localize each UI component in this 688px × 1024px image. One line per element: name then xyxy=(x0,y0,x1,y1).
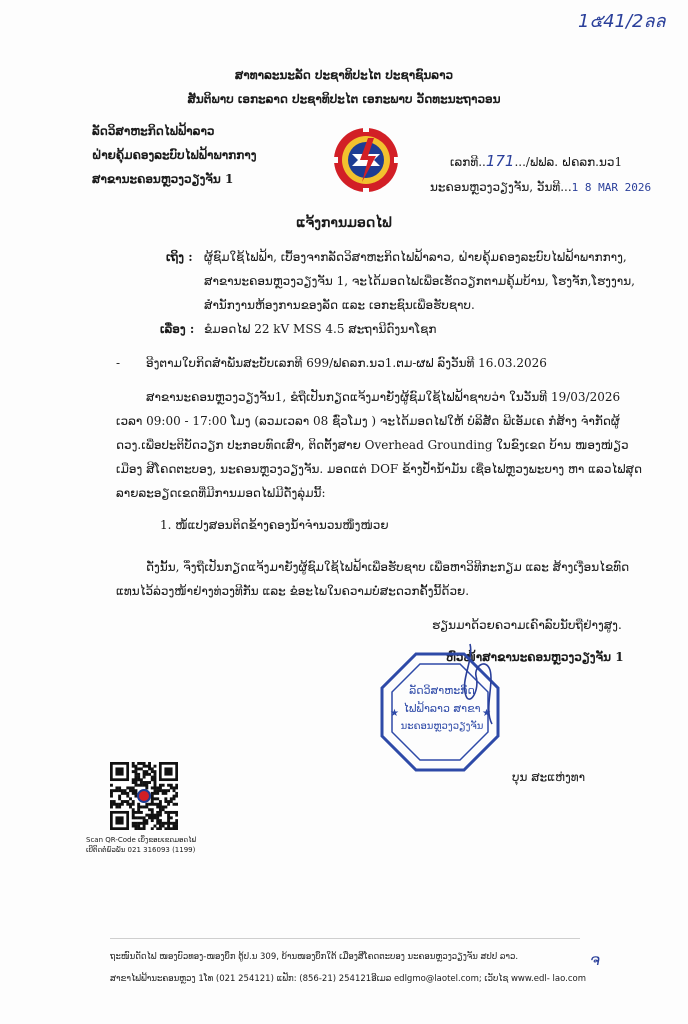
regards: ຮຽນມາດ້ວຍຄວາມເຄົາລົບນັບຖືຢ່າງສູງ. xyxy=(432,618,622,632)
subject-label: ເລື່ອງ : xyxy=(160,322,195,336)
signer-name: ບຸນ ສະແຫ່ງທາ xyxy=(512,770,586,784)
basis-bullet: - xyxy=(116,356,121,370)
org-line1: ລັດວິສາຫະກິດໄຟຟ້າລາວ xyxy=(92,124,215,138)
stamp-line-3: ນະຄອນຫຼວງວຽງຈັນ xyxy=(400,721,484,732)
footer-handwritten-mark: ຈ xyxy=(590,950,601,969)
national-header-line1: ສາທາລະນະລັດ ປະຊາທິປະໄຕ ປະຊາຊົນລາວ xyxy=(234,68,454,82)
list-item: 1. ໜໍ້ແປງສອນຕິດຂ້າງຄອງນໍ້າຈໍານວນໜຶ່ງໜ່ວຍ xyxy=(160,518,389,532)
to-label: ເຖິງ : xyxy=(166,250,193,264)
national-header-line2: ສັນຕິພາບ ເອກະລາດ ປະຊາທິປະໄຕ ເອກະພາບ ວັດທະນະຖາວອນ xyxy=(187,92,501,106)
signature xyxy=(430,640,520,730)
body-line-1: ສາຂານະຄອນຫຼວງວຽງຈັນ1, ຂໍຖືເປັນກຽດແຈ້ງມາຍັງຜູ້ຊົມໃຊ້ໄຟຟ້າຊາບວ່າ ໃນວັນທີ 19/03/2026 xyxy=(146,390,621,404)
org-line3: ສາຂານະຄອນຫຼວງວຽງຈັນ 1 xyxy=(92,172,234,186)
body-line-5: ລາຍລະອຽດເຂດທີ່ມີການມອດໄຟມີດັ່ງລຸ່ມນີ້: xyxy=(116,486,326,500)
handwritten-reference: 1๕41/2ลล xyxy=(578,11,666,32)
stamp-line-2: ໄຟຟ້າລາວ ສາຂາ xyxy=(403,702,481,715)
stamp-line-1: ລັດວິສາຫະກິດ xyxy=(409,684,475,697)
to-line-2: ສາຂານະຄອນຫຼວງວຽງຈັນ 1, ຈະໄດ້ມອດໄຟເພື່ອເຮັດວຽກຕາມຄຸ້ມບ້ານ, ໂຮງຈັກ,ໂຮງງານ, xyxy=(204,274,635,288)
qr-code xyxy=(110,762,178,830)
to-line-1: ຜູ້ຊົມໃຊ້ໄຟຟ້າ, ເບື້ອງຈາກລັດວິສາຫະກິດໄຟຟ້າລາວ, ຝ່າຍຄຸ້ມຄອງລະບົບໄຟຟ້າພາກກາງ, xyxy=(204,250,627,264)
document-title: ແຈ້ງການມອດໄຟ xyxy=(296,215,392,231)
reference-number-value: 171 xyxy=(485,152,515,170)
svg-text:★: ★ xyxy=(482,708,491,719)
org-line2: ຝ່າຍຄຸ້ມຄອງລະບົບໄຟຟ້າພາກກາງ xyxy=(92,148,257,162)
reference-number-suffix: .../ຟຟລ. ຝຄລກ.ນວ1 xyxy=(514,155,623,169)
basis-text: ອີງຕາມໃບກິດສໍາພັນສະບັບເລກທີ 699/ຟຄລກ.ນວ1.ຕມ-ຜຟ ລົງວັນທີ 16.03.2026 xyxy=(146,356,547,370)
edl-logo xyxy=(330,124,402,196)
subject-text: ຂໍມອດໄຟ 22 kV MSS 4.5 ສະຖານີດົງນາໂຊກ xyxy=(204,322,437,336)
reference-date-value: 1 8 MAR 2026 xyxy=(571,181,652,194)
footer-line-1: ຖະໜົນດັດໄຟ ໜອງບົວທອງ-ໜອງບຶກ ຕູ້ປ.ນ 309, ບ້ານໜອງບຶກໃຕ້ ເມືອງສີໂຄດຕະບອງ ນະຄອນຫຼວງວຽງຈັນ ສປປ ລາວ. xyxy=(110,952,519,962)
reference-number xyxy=(450,150,622,173)
closing-line-1: ດັ່ງນັ້ນ, ຈຶ່ງຖືເປັນກຽດແຈ້ງມາຍັງຜູ້ຊົມໃຊ້ໄຟຟ້າເພື່ອຮັບຊາບ ເພື່ອຫາວິທີກະກຽມ ແລະ ສ້າງເງື່ອນໄຂທົດ xyxy=(146,560,630,574)
footer-line-2: ສາຂາໄຟຟ້ານະຄອນຫຼວງ 1ໂທ (021 254121) ແຟັກ: (856-21) 254121ອີເມລ edlgmo@laotel.com; ເວັບໄຊ www.edl- lao.com xyxy=(110,974,586,984)
reference-date xyxy=(430,176,651,199)
svg-text:★: ★ xyxy=(390,708,399,719)
qr-code-pattern xyxy=(110,762,178,830)
footer-divider xyxy=(110,938,580,939)
qr-caption-2: ເບີຕິດຕໍ່ພົວພັນ 021 316093 (1199) xyxy=(86,846,196,854)
to-line-3: ສໍານັກງານຫ້ອງການຂອງລັດ ແລະ ເອກະຊົນເພື່ອຮັບຊາບ. xyxy=(204,298,475,312)
closing-line-2: ແທນໄວ້ລ່ວງໜ້າຢ່າງທ່ວງທີກັນ ແລະ ຂໍອະໄພໃນຄວາມບໍ່ສະດວກຄັ້ງນີ້ດ້ວຍ. xyxy=(116,584,470,598)
reference-date-label: ນະຄອນຫຼວງວຽງຈັນ, ວັນທີ... xyxy=(430,180,572,194)
signatory-title: ຫົວໜ້າສາຂານະຄອນຫຼວງວຽງຈັນ 1 xyxy=(446,650,624,664)
body-line-3: ດວງ.ເພື່ອປະຕິບັດວຽກ ປະກອບທົດເສົາ, ຕິດຕັ້ງສາຍ Overhead Grounding ໃນຂົງເຂດ ບ້ານ ໜອງໜ່ຽວ xyxy=(116,438,629,452)
reference-number-label: ເລກທີ.. xyxy=(450,155,486,169)
body-line-2: ເວລາ 09:00 - 17:00 ໂມງ (ລວມເວລາ 08 ຊົ່ວໂມງ ) ຈະໄດ້ມອດໄຟໃຫ້ ບໍລິສັດ ພີເອັມເຄ ກໍ່ສ້າງ ຈໍາກັດຜູ້ xyxy=(116,414,620,428)
body-line-4: ເມືອງ ສີໂຄດຕະບອງ, ນະຄອນຫຼວງວຽງຈັນ. ມອດແຕ່ DOF ຂ້າງປໍ້ານໍ້າມັນ ເຊື່ອໄຟຫຼວງພະບາງ ຫາ ແລວໄຟສຸດ xyxy=(116,462,643,476)
qr-caption-1: Scan QR-Code ເບິ່ງຂອບເຂດມອດໄຟ xyxy=(86,836,197,844)
